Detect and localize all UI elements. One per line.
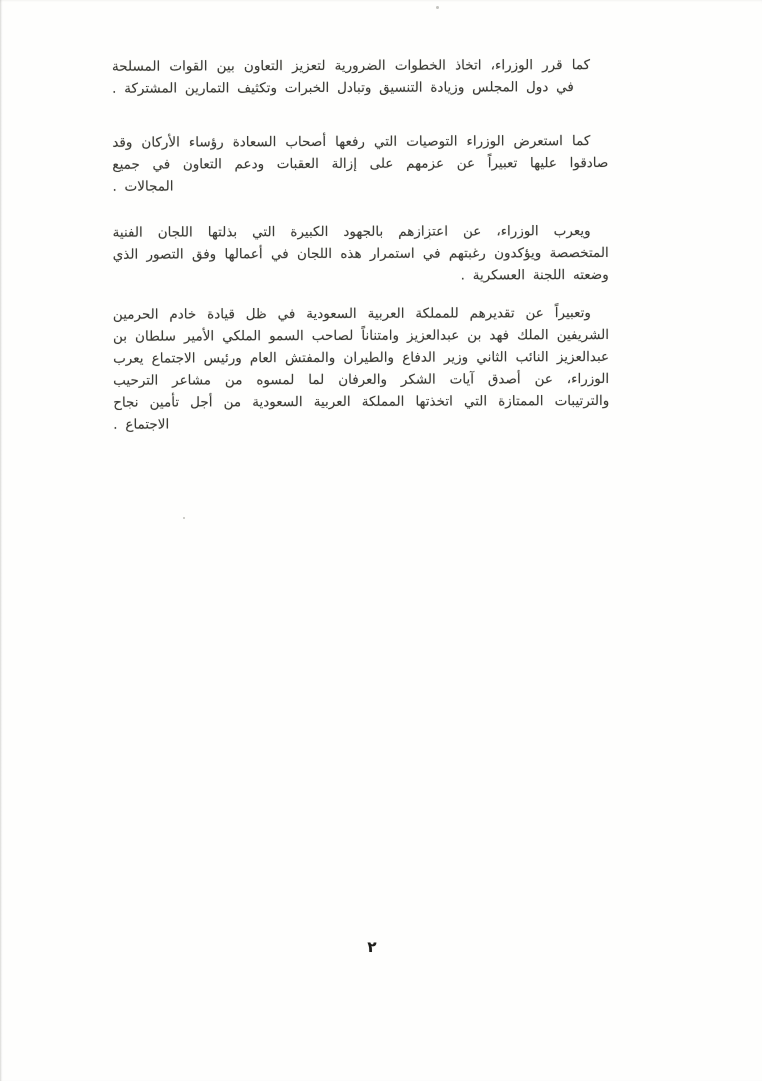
scan-speck bbox=[429, 238, 431, 240]
page-number: ٢ bbox=[367, 938, 377, 956]
document-body bbox=[112, 54, 609, 436]
scan-speck bbox=[183, 517, 185, 519]
paragraph-3: ويعرب الوزراء، عن اعتزازهم بالجهود الكبيرة التي بذلتها اللجان الفنية المتخصصة ويؤكدون رغبتهم في استمرار هذه اللجان في أعمالها وفق التصور الذي وضعته اللجنة العسكرية . bbox=[112, 223, 609, 284]
paragraph-2: كما استعرض الوزراء التوصيات التي رفعها أصحاب السعادة رؤساء الأركان وقد صادقوا عليها تعبيراً عن عزمهم على إزالة العقبات ودعم التعاون في جميع المجالات . bbox=[112, 133, 609, 195]
scan-edge-shadow bbox=[0, 0, 2, 1081]
scan-speck bbox=[436, 6, 439, 9]
paragraph-1: كما قرر الوزراء، اتخاذ الخطوات الضرورية لتعزيز التعاون بين القوات المسلحة في دول المجلس وزيادة التنسيق وتبادل الخبرات وتكثيف التمارين المشتركة . bbox=[112, 57, 591, 97]
paragraph-4: وتعبيراً عن تقديرهم للمملكة العربية السعودية في ظل قيادة خادم الحرمين الشريفين الملك فهد بن عبدالعزيز وامتناناً لصاحب السمو الملكي الأمير سلطان بن عبدالعزيز النائب الثاني وزير الدفاع والطيران والمفتش العام ورئيس الاجتماع يعرب الوزراء، عن أصدق آيات الشكر والعرفان لما لمسوه من مشاعر الترحيب والترتيبات الممتازة التي اتخذتها المملكة العربية السعودية من أجل تأمين نجاح الاجتماع . bbox=[112, 305, 610, 433]
